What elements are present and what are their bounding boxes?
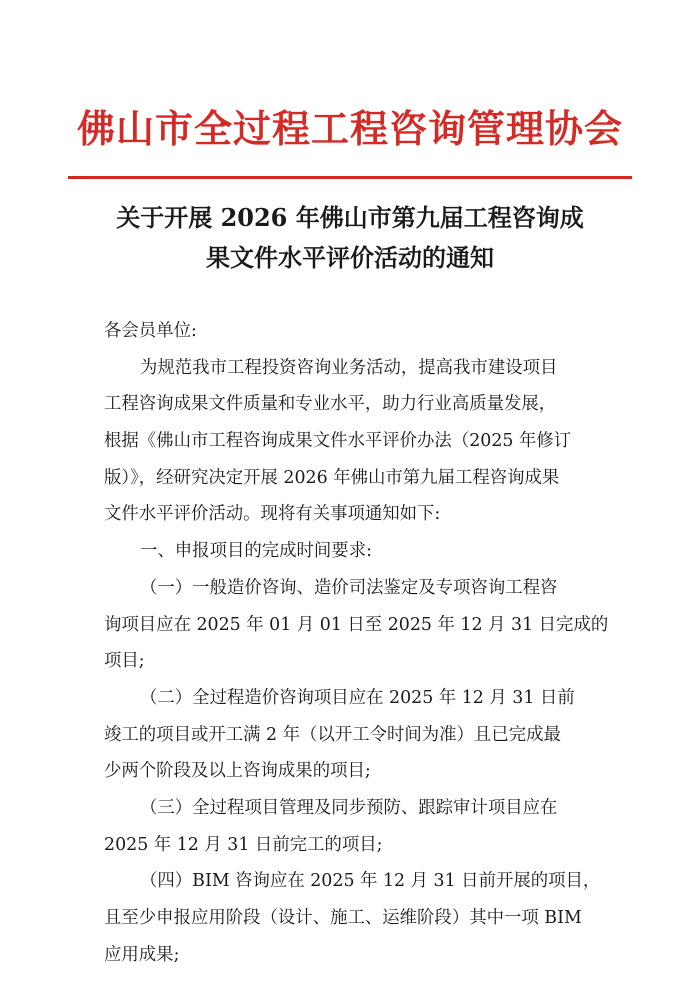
salutation: 各会员单位: — [104, 321, 197, 341]
letterhead-red-rule — [68, 176, 632, 179]
body-line: 文件水平评价活动。现将有关事项通知如下: — [104, 504, 441, 525]
body-line: 为规范我市工程投资咨询业务活动，提高我市建设项目 — [140, 357, 558, 378]
body-line: 根据《佛山市工程咨询成果文件水平评价办法（2025 年修订 — [104, 431, 572, 452]
body-line: 应用成果; — [104, 944, 180, 965]
body-line: 少两个阶段及以上咨询成果的项目; — [104, 761, 371, 782]
section-heading: 一、申报项目的完成时间要求: — [140, 541, 372, 562]
body-line: 版）》，经研究决定开展 2026 年佛山市第九届工程咨询成果 — [104, 467, 560, 488]
body-line: （一）一般造价咨询、造价司法鉴定及专项咨询工程咨 — [140, 577, 558, 598]
body-line: 且至少申报应用阶段（设计、施工、运维阶段）其中一项 BIM — [104, 908, 582, 928]
body-line: （二）全过程造价咨询项目应在 2025 年 12 月 31 日前 — [140, 687, 575, 708]
notice-title-line-1: 关于开展 2026 年佛山市第九届工程咨询成 — [116, 203, 584, 232]
notice-title-line-2: 果文件水平评价活动的通知 — [206, 243, 494, 272]
body-line: （三）全过程项目管理及同步预防、跟踪审计项目应在 — [140, 797, 558, 818]
body-line: （四）BIM 咨询应在 2025 年 12 月 31 日前开展的项目， — [140, 871, 601, 892]
notice-title — [60, 198, 640, 278]
body-line: 2025 年 12 月 31 日前完工的项目; — [104, 834, 383, 855]
body-line: 竣工的项目或开工满 2 年（以开工令时间为准）且已完成最 — [104, 724, 561, 745]
body-line: 项目; — [104, 651, 145, 672]
body-line: 询项目应在 2025 年 01 月 01 日至 2025 年 12 月 31 日完成的 — [104, 614, 609, 635]
organization-letterhead: 佛山市全过程工程咨询管理协会 — [76, 107, 623, 151]
body-line: 工程咨询成果文件质量和专业水平，助力行业高质量发展， — [104, 394, 557, 415]
notice-body — [104, 313, 609, 973]
